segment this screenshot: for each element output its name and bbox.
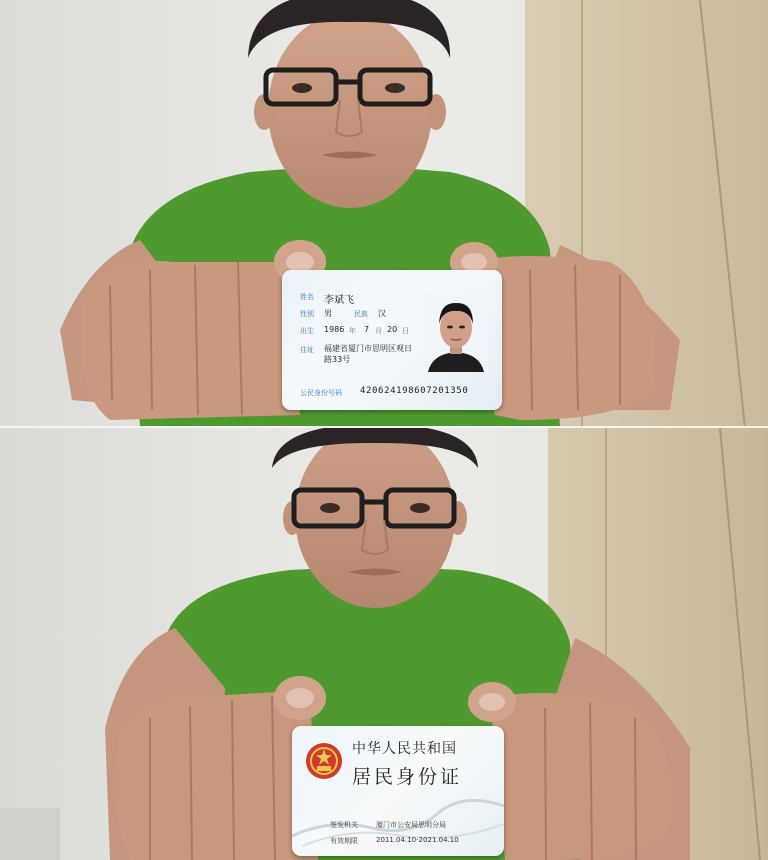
birth-month: 7	[364, 325, 370, 334]
card-title: 居民身份证	[352, 766, 463, 788]
ethnicity-value: 汉	[378, 309, 386, 318]
birth-label: 出生	[300, 327, 314, 335]
id-card-back	[292, 726, 504, 856]
validity-value: 2011.04.10-2021.04.10	[376, 836, 459, 844]
address-label: 住址	[300, 346, 314, 354]
birth-year: 1986	[324, 325, 345, 334]
authority-value: 厦门市公安局思明分局	[376, 821, 446, 829]
bottom-photo-panel	[0, 428, 768, 860]
validity-label: 有效期限	[330, 837, 358, 845]
national-emblem-icon	[304, 740, 344, 782]
gender-label: 性别	[300, 310, 314, 318]
country-name: 中华人民共和国	[352, 741, 457, 757]
name-label: 姓名	[300, 293, 314, 301]
name-value: 李斌飞	[324, 295, 354, 306]
birth-day: 20	[387, 325, 398, 334]
ethnicity-label: 民族	[354, 310, 368, 318]
year-unit: 年	[349, 327, 356, 335]
id-card-front	[282, 270, 502, 410]
id-number-value: 420624198607201350	[360, 386, 469, 396]
face	[295, 428, 455, 608]
month-unit: 月	[375, 327, 382, 335]
address-value: 福建省厦门市思明区观日路33号	[324, 344, 412, 364]
face	[268, 12, 432, 208]
day-unit: 日	[402, 327, 409, 335]
authority-label: 签发机关	[330, 821, 358, 829]
gender-value: 男	[324, 309, 332, 318]
top-photo-panel	[0, 0, 768, 428]
id-portrait-photo	[424, 294, 488, 372]
id-number-label: 公民身份号码	[300, 389, 342, 397]
